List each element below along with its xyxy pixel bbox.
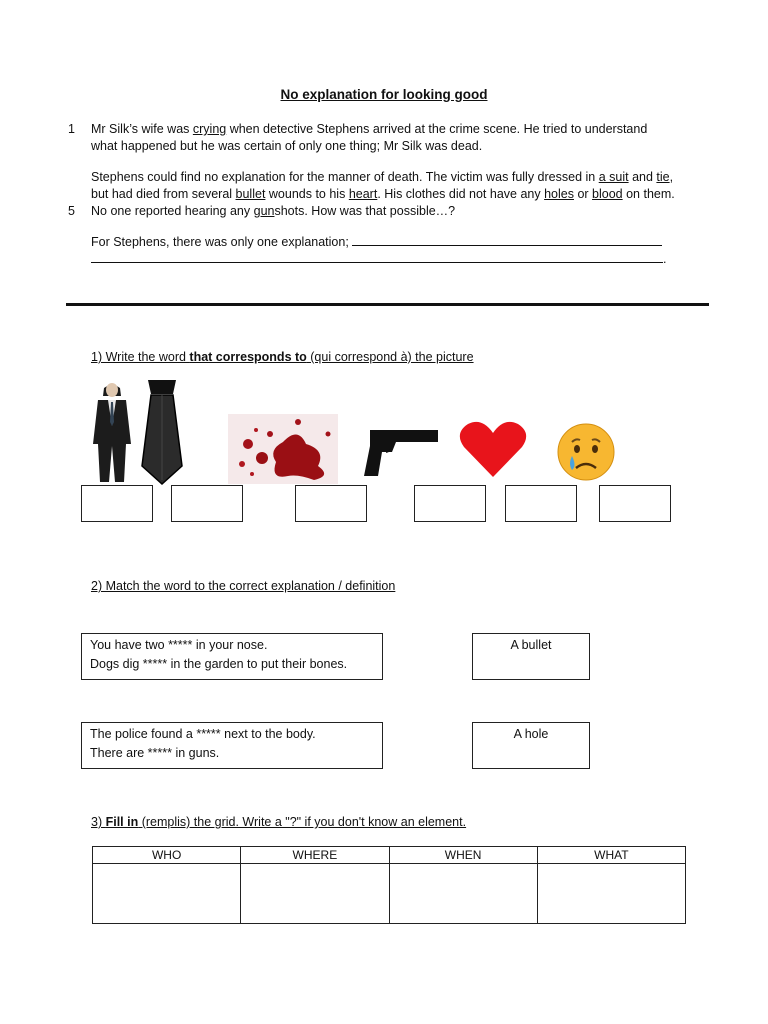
- story-paragraph-1: Mr Silk’s wife was crying when detective Stephens arrived at the crime scene. He tried to understand what happened but he was certain of only one thing; Mr Silk was dead.: [91, 122, 648, 153]
- page-title: No explanation for looking good: [280, 87, 488, 102]
- word-box-bullet: [472, 633, 590, 680]
- answer-box-5[interactable]: [505, 485, 577, 522]
- grid-header-when: WHEN: [389, 847, 537, 864]
- grid-header-what: WHAT: [537, 847, 685, 864]
- answer-line-2[interactable]: [91, 251, 663, 263]
- grid-cell-what[interactable]: [537, 864, 685, 924]
- gun-icon: [362, 426, 440, 478]
- story-paragraph-3: For Stephens, there was only one explanation; .: [91, 235, 667, 266]
- word-box-hole: [472, 722, 590, 769]
- who-where-when-what-grid: [92, 846, 686, 924]
- answer-line-1[interactable]: [352, 234, 662, 246]
- grid-cell-when[interactable]: [389, 864, 537, 924]
- question-1-heading: 1) Write the word that corresponds to (qui correspond à) the picture: [91, 350, 474, 364]
- vocab-bullet: bullet: [235, 187, 266, 201]
- vocab-suit: a suit: [598, 170, 629, 184]
- definition-line: You have two ***** in your nose.: [90, 638, 268, 652]
- grid-header-who: WHO: [93, 847, 241, 864]
- grid-header-where: WHERE: [241, 847, 389, 864]
- answer-box-1[interactable]: [81, 485, 153, 522]
- heart-icon: [458, 419, 528, 479]
- vocab-crying: crying: [192, 122, 227, 136]
- definition-line: There are ***** in guns.: [90, 746, 220, 760]
- tie-icon: [138, 380, 186, 486]
- vocab-tie: tie: [656, 170, 670, 184]
- suit-icon: [88, 382, 136, 484]
- question-3-heading: 3) Fill in (remplis) the grid. Write a "?" if you don't know an element.: [91, 815, 467, 829]
- grid-cell-who[interactable]: [93, 864, 241, 924]
- answer-box-6[interactable]: [599, 485, 671, 522]
- answer-box-4[interactable]: [414, 485, 486, 522]
- crying-face-icon: [556, 422, 618, 482]
- answer-box-2[interactable]: [171, 485, 243, 522]
- grid-cell-where[interactable]: [241, 864, 389, 924]
- story-paragraph-2: Stephens could find no explanation for the manner of death. The victim was fully dressed in a suit and tie, but had died from several bullet wounds to his heart. His clothes did not have any holes or blood on them. No one reported hearing any gunshots. How was that possible…?: [91, 170, 675, 218]
- definition-box-1: [81, 633, 383, 680]
- definition-line: The police found a ***** next to the body.: [90, 727, 316, 741]
- answer-box-3[interactable]: [295, 485, 367, 522]
- definition-box-2: [81, 722, 383, 769]
- question-2-heading: 2) Match the word to the correct explanation / definition: [91, 579, 396, 593]
- vocab-blood: blood: [592, 187, 623, 201]
- line-number-1: 1: [68, 122, 75, 136]
- blood-icon: [228, 414, 338, 484]
- word-label: A hole: [513, 727, 549, 741]
- line-number-5: 5: [68, 204, 75, 218]
- definition-line: Dogs dig ***** in the garden to put their bones.: [90, 657, 348, 671]
- section-divider: [66, 303, 709, 306]
- vocab-holes: holes: [544, 187, 574, 201]
- word-label: A bullet: [510, 638, 552, 652]
- vocab-gun: gun: [253, 204, 275, 218]
- vocab-heart: heart: [348, 187, 378, 201]
